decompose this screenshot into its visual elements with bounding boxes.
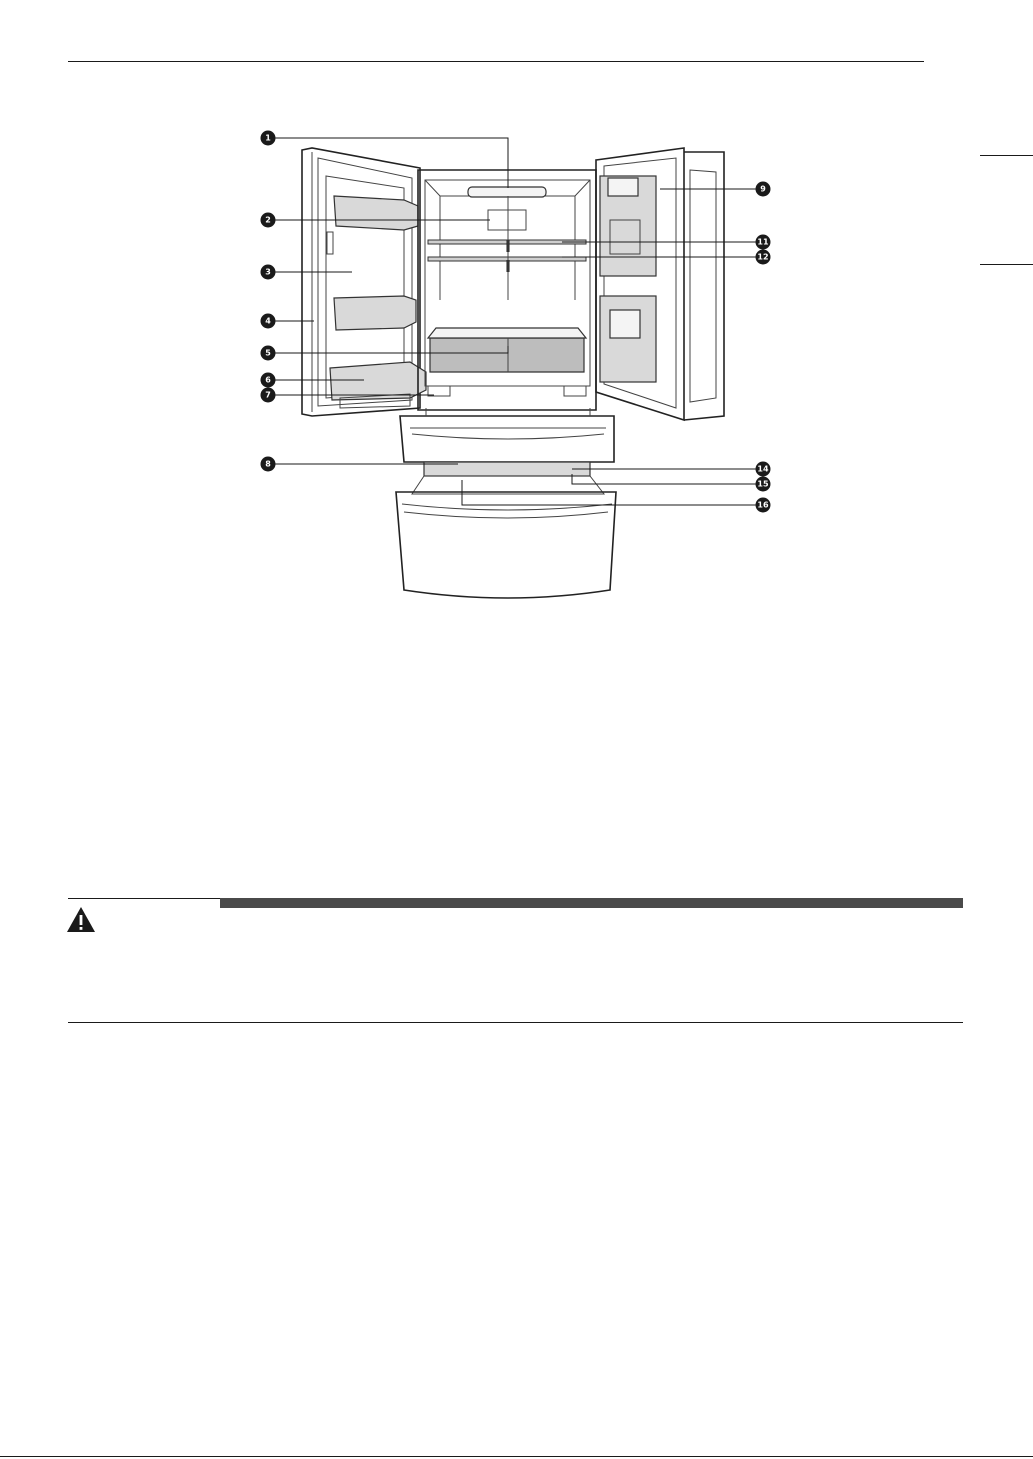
callout-badge-12	[756, 250, 771, 265]
warning-triangle-icon	[66, 906, 96, 933]
svg-text:12: 12	[757, 252, 769, 262]
refrigerator-parts-diagram	[0, 0, 1033, 640]
callout-badge-16	[756, 498, 771, 513]
svg-text:1: 1	[265, 133, 271, 143]
refrigerator-cabinet	[418, 170, 596, 410]
svg-text:15: 15	[757, 479, 769, 489]
callout-badge-2	[261, 213, 276, 228]
lower-freezer-drawer	[396, 476, 616, 598]
callout-badge-3	[261, 265, 276, 280]
svg-text:3: 3	[265, 267, 271, 277]
svg-text:16: 16	[757, 500, 769, 510]
callout-badge-15	[756, 477, 771, 492]
svg-text:8: 8	[265, 459, 271, 469]
svg-text:9: 9	[760, 184, 766, 194]
callout-badge-11	[756, 235, 771, 250]
svg-text:2: 2	[265, 215, 271, 225]
upper-freezer-drawer	[400, 408, 614, 476]
footer-rule	[0, 1456, 1033, 1457]
left-door	[302, 148, 426, 416]
svg-text:4: 4	[265, 316, 271, 326]
callout-badge-14	[756, 462, 771, 477]
warning-header-rule	[68, 898, 220, 899]
svg-text:5: 5	[265, 348, 271, 358]
callout-badge-7	[261, 388, 276, 403]
warning-bottom-rule	[68, 1022, 963, 1023]
svg-text:14: 14	[757, 464, 769, 474]
callout-badge-6	[261, 373, 276, 388]
svg-text:6: 6	[265, 375, 271, 385]
svg-text:11: 11	[757, 237, 769, 247]
warning-header-bar	[220, 898, 963, 908]
callout-badge-4	[261, 314, 276, 329]
callout-badge-1	[261, 131, 276, 146]
callout-badge-5	[261, 346, 276, 361]
svg-text:7: 7	[265, 390, 271, 400]
callout-badge-9	[756, 182, 771, 197]
callout-badge-8	[261, 457, 276, 472]
